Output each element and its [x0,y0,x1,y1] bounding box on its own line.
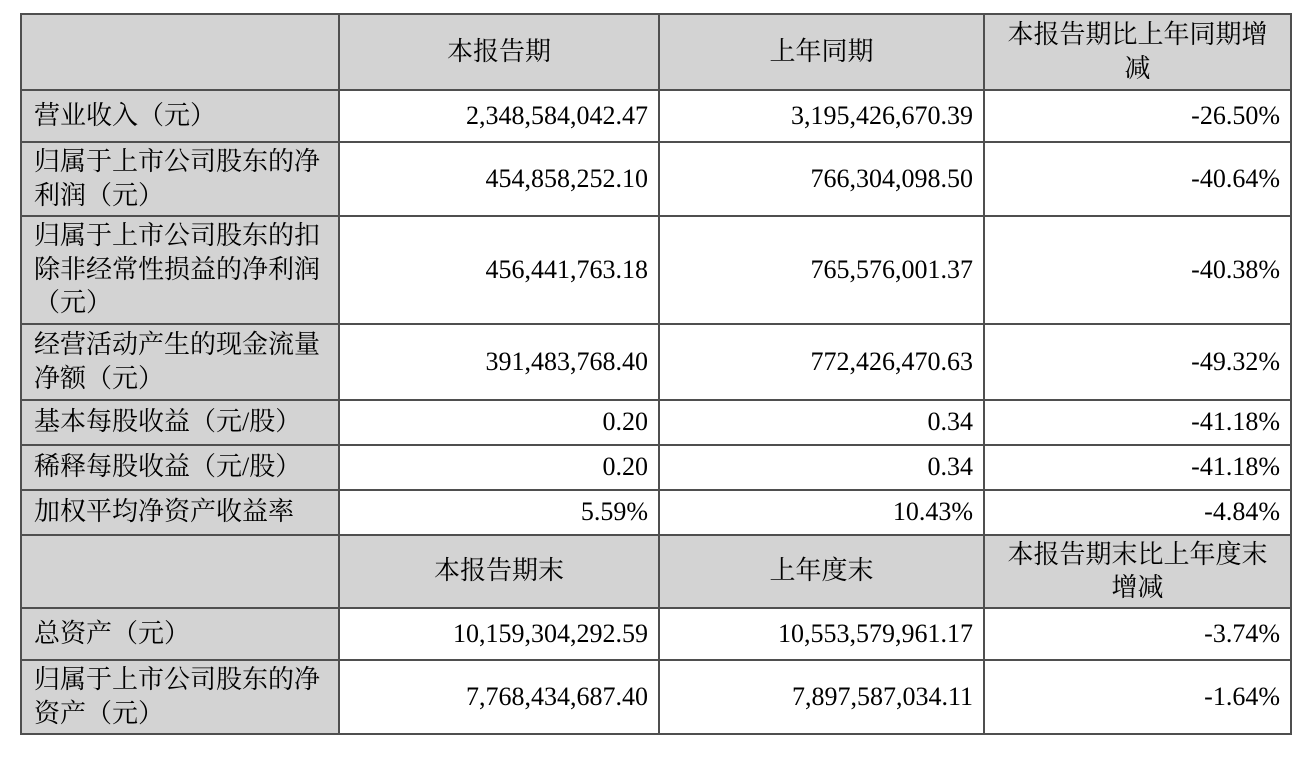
change-cell [984,90,1291,142]
row-label-cell [21,608,339,660]
table-row [21,324,1291,400]
row-label-cell [21,660,339,734]
row-label-cell [21,400,339,445]
current-period-cell [339,490,659,535]
current-period-cell [339,90,659,142]
change-cell [984,490,1291,535]
prior-period-cell [659,90,984,142]
cell-text: 391,483,768.40 [485,346,648,376]
row-label-cell [21,142,339,216]
cell-text: 经营活动产生的现金流量净额（元） [34,329,321,393]
cell-text: 7,897,587,034.11 [791,682,973,712]
cell-text: 10,553,579,961.17 [778,619,973,649]
row-label-cell [21,14,339,90]
cell-text: -26.50% [1191,101,1280,131]
cell-text: 归属于上市公司股东的扣除非经常性损益的净利润（元） [34,220,321,318]
cell-text: 3,195,426,670.39 [791,101,973,131]
change-cell [984,535,1291,609]
change-cell [984,324,1291,400]
row-label-cell [21,216,339,324]
cell-text: 772,426,470.63 [810,346,973,376]
row-label-cell [21,324,339,400]
prior-period-cell [659,400,984,445]
current-period-cell [339,216,659,324]
header-cell-text: 本报告期末比上年度末增减 [1007,539,1268,603]
table-row [21,535,1291,609]
row-label-cell [21,535,339,609]
cell-text: 766,304,098.50 [810,163,973,193]
table-row [21,490,1291,535]
cell-text: 456,441,763.18 [485,254,648,284]
cell-text: 0.34 [927,407,973,437]
header-cell-text: 上年同期 [769,37,874,67]
current-period-cell [339,660,659,734]
table-body [21,14,1291,734]
table-row [21,14,1291,90]
current-period-cell [339,142,659,216]
table-row [21,90,1291,142]
cell-text: 5.59% [580,497,648,527]
current-period-cell [339,14,659,90]
change-cell [984,142,1291,216]
row-label-cell [21,90,339,142]
current-period-cell [339,608,659,660]
header-cell-text: 上年度末 [769,556,874,586]
cell-text: 营业收入（元） [34,101,217,131]
prior-period-cell [659,324,984,400]
cell-text: 765,576,001.37 [810,254,973,284]
cell-text: -49.32% [1191,346,1280,376]
header-cell-text: 本报告期比上年同期增减 [1007,20,1268,83]
row-label-cell [21,490,339,535]
cell-text: 基本每股收益（元/股） [34,407,302,437]
prior-period-cell [659,445,984,490]
cell-text: 7,768,434,687.40 [466,682,648,712]
table-row [21,445,1291,490]
header-cell-text: 本报告期 [446,37,551,67]
change-cell [984,445,1291,490]
cell-text: 0.20 [602,452,648,482]
prior-period-cell [659,14,984,90]
financial-summary-table [20,13,1292,735]
current-period-cell [339,324,659,400]
cell-text: 总资产（元） [34,619,191,649]
cell-text: -40.64% [1191,163,1280,193]
cell-text: 454,858,252.10 [485,163,648,193]
change-cell [984,400,1291,445]
change-cell [984,14,1291,90]
prior-period-cell [659,490,984,535]
change-cell [984,216,1291,324]
cell-text: 10.43% [892,497,973,527]
prior-period-cell [659,142,984,216]
row-label-cell [21,445,339,490]
cell-text: 归属于上市公司股东的净资产（元） [34,665,321,729]
prior-period-cell [659,535,984,609]
prior-period-cell [659,216,984,324]
cell-text: 加权平均净资产收益率 [34,497,295,527]
table-row [21,660,1291,734]
cell-text: 10,159,304,292.59 [453,619,648,649]
cell-text: 2,348,584,042.47 [466,101,648,131]
cell-text: -41.18% [1191,452,1280,482]
cell-text: -4.84% [1204,497,1280,527]
cell-text: 稀释每股收益（元/股） [34,452,302,482]
change-cell [984,608,1291,660]
change-cell [984,660,1291,734]
prior-period-cell [659,608,984,660]
cell-text: 0.34 [927,452,973,482]
current-period-cell [339,400,659,445]
cell-text: -3.74% [1204,619,1280,649]
header-cell-text: 本报告期末 [433,556,564,586]
cell-text: 归属于上市公司股东的净利润（元） [34,147,321,210]
cell-text: -1.64% [1204,682,1280,712]
table-row [21,608,1291,660]
table-row [21,400,1291,445]
cell-text: -41.18% [1191,407,1280,437]
current-period-cell [339,535,659,609]
cell-text: -40.38% [1191,254,1280,284]
cell-text: 0.20 [602,407,648,437]
table-row [21,142,1291,216]
prior-period-cell [659,660,984,734]
table-row [21,216,1291,324]
current-period-cell [339,445,659,490]
